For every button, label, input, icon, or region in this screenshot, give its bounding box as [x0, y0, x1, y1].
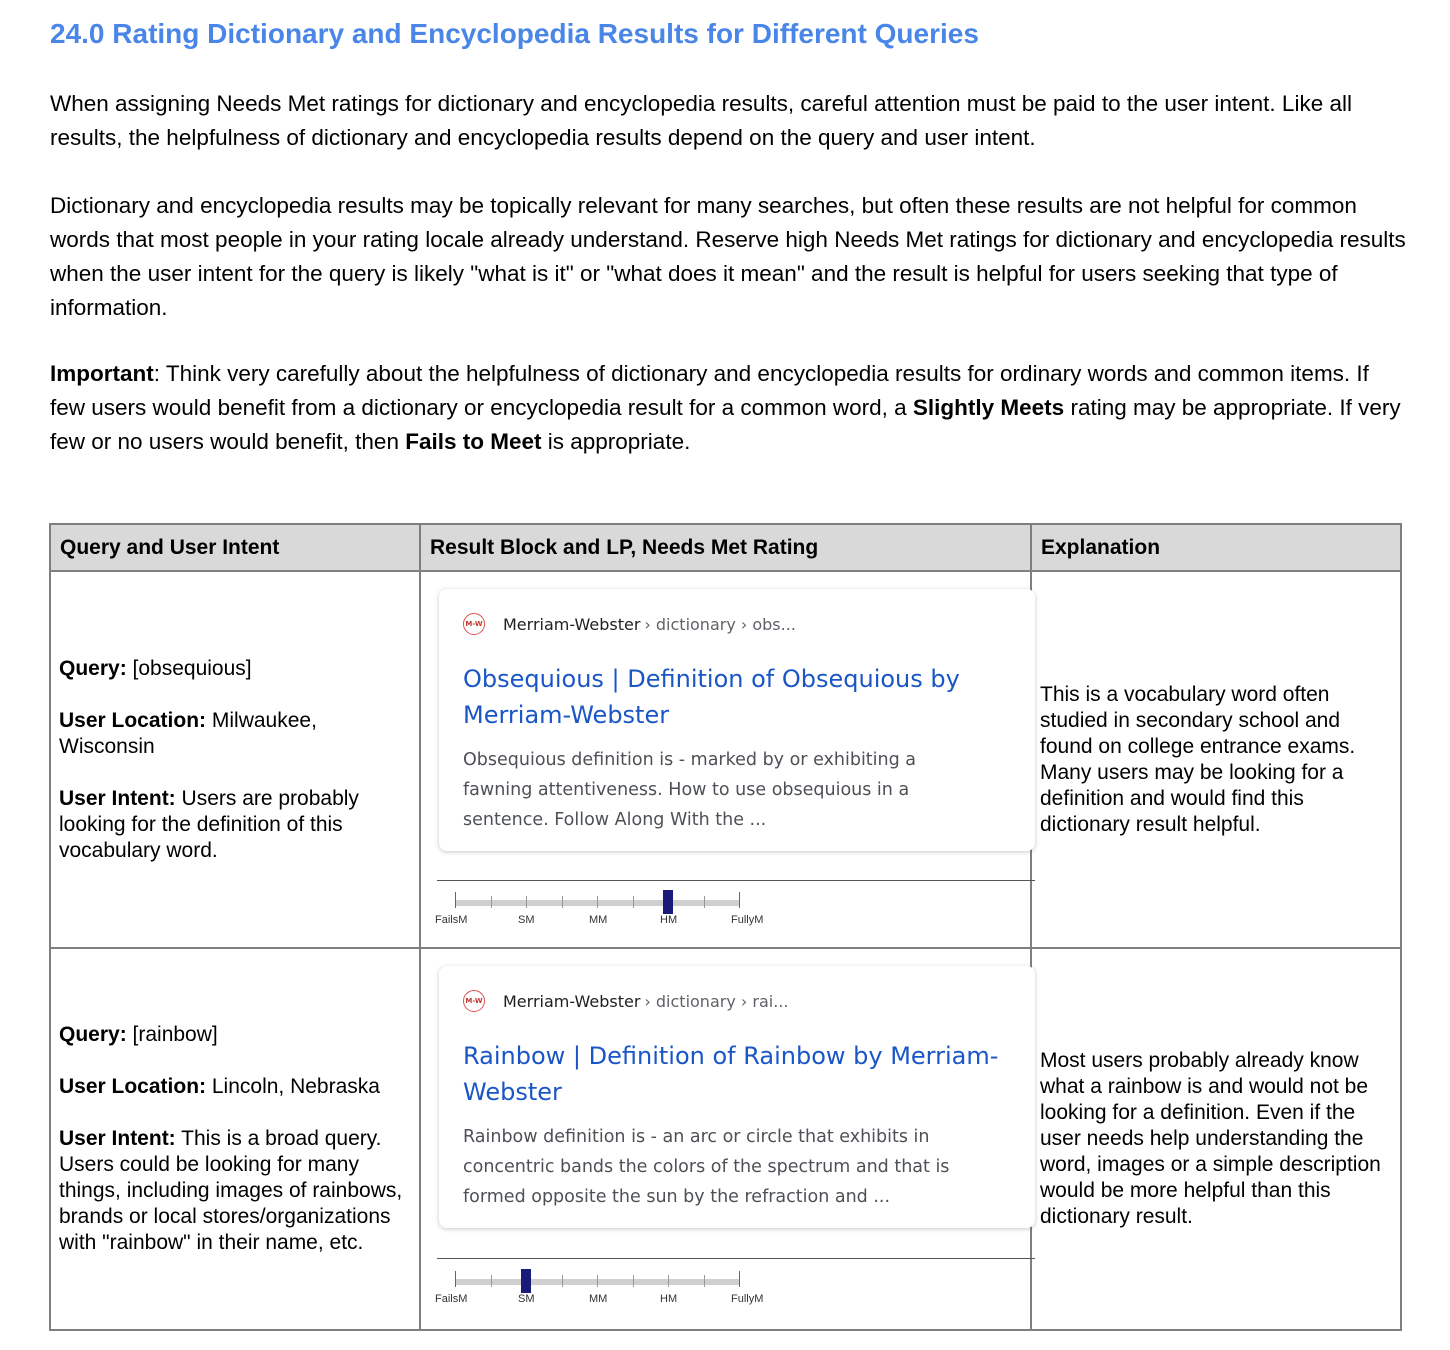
important-text-1: : Think very carefully about the helpfulness of dictionary and encyclopedia results for ordinary words and common items. If few users would benefit from a dictionary or encyclopedia result for a common word, a — [50, 361, 1369, 420]
slider-tick — [739, 892, 740, 908]
slider-tick — [562, 896, 563, 908]
query-cell — [50, 948, 420, 1330]
query-value: [obsequious] — [126, 656, 252, 680]
slider-tick — [491, 896, 492, 908]
merriam-webster-logo-icon: M-W — [463, 613, 485, 635]
result-snippet: Rainbow definition is - an arc or circle that exhibits in concentric bands the colors of the spectrum and that is formed opposite the sun by the refraction and ... — [463, 1127, 950, 1207]
query-cell — [50, 571, 420, 948]
header-explanation: Explanation — [1031, 524, 1401, 571]
slider-tick — [597, 896, 598, 908]
result-title-link[interactable]: Obsequious | Definition of Obsequious by Merriam-Webster — [463, 665, 960, 729]
location-value: Milwaukee, Wisconsin — [59, 708, 317, 758]
slider-tick — [704, 1275, 705, 1287]
query-line — [59, 656, 411, 682]
result-cell — [420, 948, 1031, 1330]
important-text-3: is appropriate. — [541, 429, 691, 454]
slider-label-fullym: FullyM — [731, 914, 764, 926]
location-value: Lincoln, Nebraska — [206, 1075, 380, 1098]
result-path: › dictionary › rai... — [644, 991, 789, 1011]
result-path: › dictionary › obs... — [644, 614, 796, 634]
slider-tick — [562, 1275, 563, 1287]
slider-label-mm: MM — [589, 1293, 608, 1305]
slightly-meets-term: Slightly Meets — [912, 395, 1065, 420]
slider-tick — [739, 1271, 740, 1287]
result-title-link[interactable]: Rainbow | Definition of Rainbow by Merriam-Webster — [463, 1042, 999, 1106]
intro-paragraph: When assigning Needs Met ratings for dictionary and encyclopedia results, careful attention must be paid to the user intent. Like all results, the helpfulness of dictionary and encyclopedia results depend on the query and user intent. — [50, 91, 1352, 150]
needs-met-slider — [435, 888, 764, 928]
slider-label-failsm: FailsM — [435, 1293, 468, 1305]
slider-tick — [455, 892, 456, 908]
result-site-name: Merriam-Webster — [503, 614, 641, 634]
divider — [437, 1258, 1035, 1259]
slider-label-hm: HM — [660, 1293, 678, 1305]
query-value: [rainbow] — [126, 1023, 218, 1046]
result-cell — [420, 571, 1031, 948]
guidance-paragraph: Dictionary and encyclopedia results may be topically relevant for many searches, but often these results are not helpful for common words that most people in your rating locale already understand. Reserve high Needs Met ratings for dictionary and encyclopedia results when the user intent for the query is likely "what is it" or "what does it mean" and the result is helpful for users seeking that type of information. — [50, 193, 1406, 320]
intent-line — [59, 1126, 411, 1256]
intent-label: User Intent: — [59, 1127, 176, 1150]
slider-tick — [704, 896, 705, 908]
result-site-name: Merriam-Webster — [503, 991, 641, 1011]
result-breadcrumb[interactable] — [463, 613, 796, 635]
slider-tick — [526, 896, 527, 908]
location-line — [59, 1074, 411, 1100]
slider-label-sm: SM — [518, 914, 535, 926]
merriam-webster-logo-icon: M-W — [463, 990, 485, 1012]
slider-label-fullym: FullyM — [731, 1293, 764, 1305]
result-breadcrumb[interactable] — [463, 990, 788, 1012]
explanation-cell: This is a vocabulary word often studied in secondary school and found on college entrance exams. Many users may be looking for a definition and would find this dictionary result helpful. — [1031, 571, 1401, 948]
query-label: Query: — [59, 1023, 127, 1046]
table-row — [50, 571, 1401, 948]
slider-tick — [597, 1275, 598, 1287]
slider-label-hm: HM — [660, 914, 678, 926]
slider-tick — [633, 896, 634, 908]
intent-value: Users are probably looking for the definition of this vocabulary word. — [59, 786, 359, 862]
search-result-card — [439, 589, 1035, 851]
slider-label-failsm: FailsM — [435, 914, 468, 926]
intent-label: User Intent: — [59, 786, 176, 810]
needs-met-slider — [435, 1267, 764, 1307]
slider-label-sm: SM — [518, 1293, 535, 1305]
important-label: Important — [50, 361, 154, 386]
important-paragraph — [50, 357, 1410, 459]
table-header-row — [50, 524, 1401, 571]
divider — [437, 880, 1035, 881]
examples-table — [49, 523, 1402, 1331]
slider-label-mm: MM — [589, 914, 608, 926]
slider-marker — [663, 890, 673, 914]
result-snippet: Obsequious definition is - marked by or exhibiting a fawning attentiveness. How to use obsequious in a sentence. Follow Along With the ... — [463, 750, 917, 830]
slider-tick — [455, 1271, 456, 1287]
slider-tick — [668, 1275, 669, 1287]
slider-marker — [521, 1269, 531, 1293]
search-result-card — [439, 966, 1035, 1228]
fails-to-meet-term: Fails to Meet — [405, 429, 542, 454]
location-label: User Location: — [59, 1075, 207, 1098]
query-line — [59, 1022, 411, 1048]
intent-value: This is a broad query. Users could be looking for many things, including images of rainbows, brands or local stores/organizations with "rainbow" in their name, etc. — [59, 1127, 403, 1254]
location-line — [59, 708, 411, 760]
table-row — [50, 948, 1401, 1330]
explanation-cell: Most users probably already know what a rainbow is and would not be looking for a definition. Even if the user needs help understanding the word, images or a simple description would be more helpful than this dictionary result. — [1031, 948, 1401, 1330]
important-text-2: rating may be appropriate. If very few or no users would benefit, then — [50, 395, 1401, 454]
slider-tick — [633, 1275, 634, 1287]
slider-tick — [491, 1275, 492, 1287]
header-query: Query and User Intent — [50, 524, 420, 571]
header-result: Result Block and LP, Needs Met Rating — [420, 524, 1031, 571]
location-label: User Location: — [59, 708, 207, 732]
intent-line — [59, 786, 411, 864]
query-label: Query: — [59, 656, 127, 680]
page-heading: 24.0 Rating Dictionary and Encyclopedia Results for Different Queries — [50, 18, 979, 49]
